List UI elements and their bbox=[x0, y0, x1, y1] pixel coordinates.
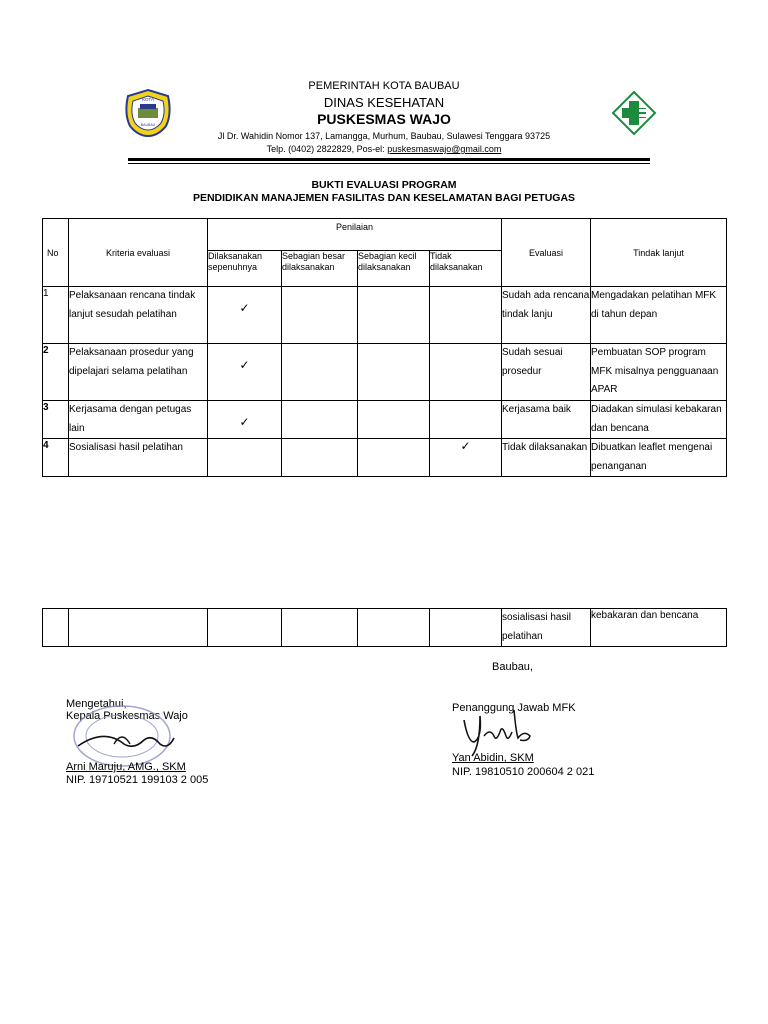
row-kriteria: Sosialisasi hasil pelatihan bbox=[69, 439, 208, 477]
check-mark: ✓ bbox=[208, 344, 282, 401]
address: Jl Dr. Wahidin Nomor 137, Lamangga, Murhum, Baubau, Sulawesi Tenggara 93725 bbox=[217, 131, 551, 141]
header-no: No bbox=[43, 219, 69, 287]
row-tindak: Mengadakan pelatihan MFK di tahun depan bbox=[591, 287, 727, 344]
header-penilaian: Penilaian bbox=[208, 219, 502, 251]
contact-line bbox=[0, 144, 768, 154]
row-no: 4 bbox=[43, 439, 69, 477]
table-row bbox=[43, 401, 727, 439]
header-rule-thick bbox=[128, 158, 650, 161]
gov-name: PEMERINTAH KOTA BAUBAU bbox=[308, 80, 460, 92]
row-evaluasi: Sudah ada rencana tindak lanju bbox=[502, 287, 591, 344]
svg-text:KOTA: KOTA bbox=[142, 97, 154, 102]
contact-prefix: Telp. (0402) 2822829, Pos-el: bbox=[266, 144, 388, 154]
check-mark: ✓ bbox=[430, 439, 502, 477]
row-tindak: kebakaran dan bencana bbox=[591, 609, 727, 647]
table-row bbox=[43, 344, 727, 401]
header-sub-1: Dilaksanakan sepenuhnya bbox=[208, 251, 282, 287]
svg-text:BAUBAU: BAUBAU bbox=[140, 123, 156, 127]
header-sub-3: Sebagian kecil dilaksanakan bbox=[358, 251, 430, 287]
row-no: 3 bbox=[43, 401, 69, 439]
left-sig-name: Arni Maruju, AMG., SKM bbox=[66, 761, 186, 773]
email-link[interactable]: puskesmaswajo@gmail.com bbox=[387, 144, 502, 154]
row-evaluasi: Tidak dilaksanakan bbox=[502, 439, 591, 477]
row-evaluasi: Sudah sesuai prosedur bbox=[502, 344, 591, 401]
header-rule-thin bbox=[128, 163, 650, 164]
dept-name: DINAS KESEHATAN bbox=[323, 95, 445, 110]
row-evaluasi: Kerjasama baik bbox=[502, 401, 591, 439]
official-stamp bbox=[64, 700, 184, 770]
right-sig-nip: NIP. 19810510 200604 2 021 bbox=[452, 766, 595, 778]
check-mark: ✓ bbox=[208, 401, 282, 439]
table-row bbox=[43, 439, 727, 477]
row-tindak: Dibuatkan leaflet mengenai penanganan bbox=[591, 439, 727, 477]
table-row bbox=[43, 287, 727, 344]
right-sig-name: Yan Abidin, SKM bbox=[452, 752, 534, 764]
doc-title: BUKTI EVALUASI PROGRAM bbox=[311, 179, 457, 191]
place-date: Baubau, bbox=[492, 661, 533, 673]
header-sub-4: Tidak dilaksanakan bbox=[430, 251, 502, 287]
evaluation-table-continued bbox=[42, 608, 727, 647]
table-row bbox=[43, 609, 727, 647]
org-name: PUSKESMAS WAJO bbox=[317, 111, 451, 127]
header-sub-2: Sebagian besar dilaksanakan bbox=[282, 251, 358, 287]
row-evaluasi: sosialisasi hasil pelatihan bbox=[502, 609, 591, 647]
row-no: 2 bbox=[43, 344, 69, 401]
header-kriteria: Kriteria evaluasi bbox=[69, 219, 208, 287]
evaluation-table bbox=[42, 218, 727, 477]
row-kriteria: Kerjasama dengan petugas lain bbox=[69, 401, 208, 439]
doc-subtitle: PENDIDIKAN MANAJEMEN FASILITAS DAN KESELAMATAN BAGI PETUGAS bbox=[192, 192, 576, 204]
row-tindak: Diadakan simulasi kebakaran dan bencana bbox=[591, 401, 727, 439]
header-tindak: Tindak lanjut bbox=[591, 219, 727, 287]
row-no: 1 bbox=[43, 287, 69, 344]
left-sig-line2: Kepala Puskesmas Wajo bbox=[66, 710, 188, 722]
left-sig-line1: Mengetahui, bbox=[66, 698, 127, 710]
check-mark: ✓ bbox=[208, 287, 282, 344]
right-sig-line1: Penanggung Jawab MFK bbox=[452, 702, 576, 714]
row-kriteria: Pelaksanaan rencana tindak lanjut sesudah pelatihan bbox=[69, 287, 208, 344]
left-sig-nip: NIP. 19710521 199103 2 005 bbox=[66, 774, 209, 786]
row-tindak: Pembuatan SOP program MFK misalnya pengguanaan APAR bbox=[591, 344, 727, 401]
header-evaluasi: Evaluasi bbox=[502, 219, 591, 287]
row-kriteria: Pelaksanaan prosedur yang dipelajari selama pelatihan bbox=[69, 344, 208, 401]
